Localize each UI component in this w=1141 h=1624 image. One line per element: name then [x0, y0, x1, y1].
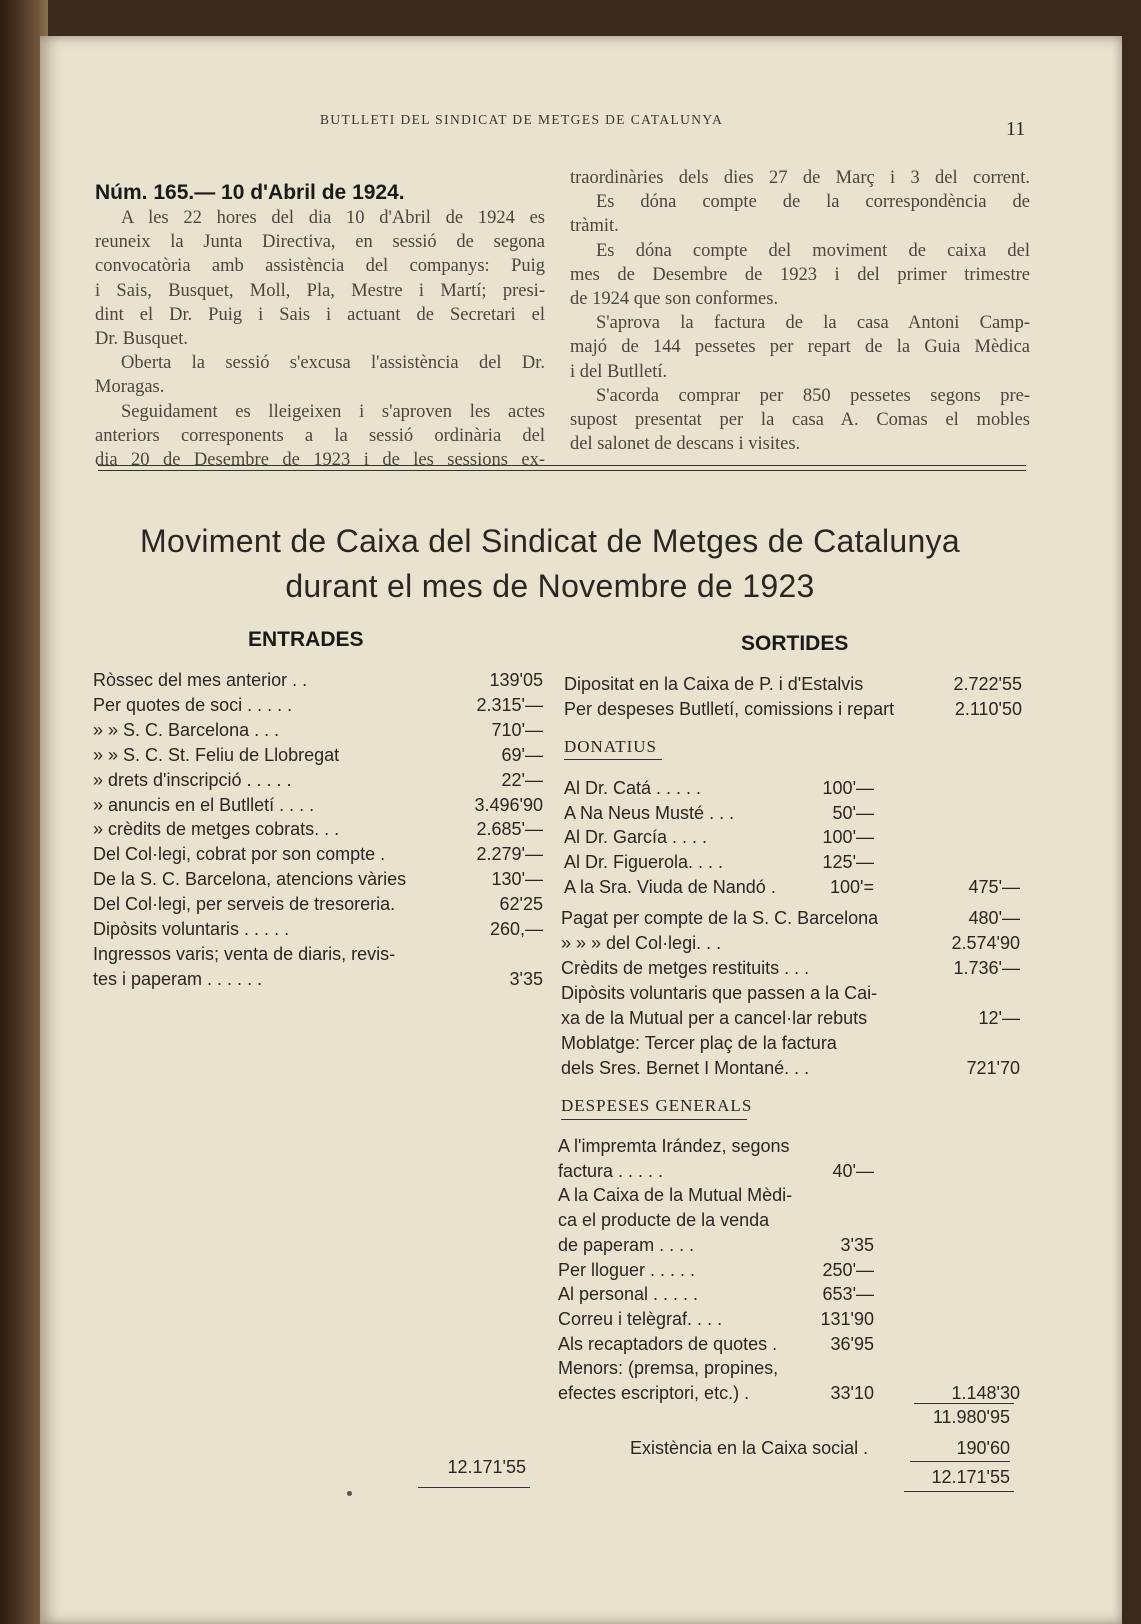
table-row [564, 674, 1024, 699]
entrades-total: 12.171'55 [447, 1457, 526, 1477]
row-label: de paperam . . . . [558, 1234, 695, 1255]
row-total: 1.736'— [953, 958, 1020, 978]
text-line: dia 20 de Desembre de 1923 i de les sessions ex- [95, 450, 545, 471]
row-label: Al Dr. Catá . . . . . [564, 778, 702, 798]
row-label: Correu i telègraf. . . . [558, 1308, 723, 1329]
table-row [561, 983, 1024, 1008]
row-label: Dipositat en la Caixa de P. i d'Estalvis [564, 674, 864, 694]
table-row [558, 1260, 1024, 1285]
text-line: majó de 144 pessetes per repart de la Guia Mèdica [570, 337, 1030, 358]
row-total: 12'— [978, 1008, 1020, 1028]
row-label: Del Col·legi, cobrat por son compte . [93, 844, 386, 865]
text-line: A les 22 hores del dia 10 d'Abril de 1924 es [121, 208, 545, 228]
row-amount: 3'35 [840, 1234, 874, 1255]
text-line: de 1924 que son conformes. [570, 289, 779, 310]
table-row [93, 869, 543, 894]
ink-dot [347, 1491, 352, 1496]
row-total: 480'— [968, 908, 1020, 928]
text-line: anteriors corresponents a la sessió ordinària del [95, 425, 545, 446]
row-amount: 3'35 [509, 968, 543, 989]
existencia-rule [910, 1461, 1010, 1462]
row-label: Moblatge: Tercer plaç de la factura [561, 1033, 837, 1053]
row-label: Dipòsits voluntaris que passen a la Cai- [561, 983, 878, 1003]
row-total: 1.148'30 [951, 1383, 1020, 1403]
row-amount: 33'10 [830, 1383, 874, 1403]
table-row [564, 877, 1024, 902]
row-label: Per quotes de soci . . . . . [93, 694, 293, 715]
row-amount: 139'05 [489, 670, 543, 690]
double-rule-bottom [98, 470, 1026, 471]
row-label: dels Sres. Bernet I Montané. . . [561, 1058, 810, 1078]
row-label: » drets d'inscripció . . . . . [93, 769, 292, 790]
row-label: Crèdits de metges restituits . . . [561, 958, 810, 978]
table-row [558, 1284, 1024, 1309]
sortides-total-rule [904, 1491, 1014, 1492]
row-amount: 710'— [491, 719, 543, 740]
row-label: Al personal . . . . . [558, 1284, 699, 1305]
table-row [93, 795, 543, 820]
table-row [93, 695, 543, 720]
text-line: Seguidament es lleigeixen i s'aproven les actes [121, 401, 545, 422]
subtotal-amount: 11.980'95 [932, 1407, 1010, 1427]
table-row [561, 1033, 1024, 1058]
row-amount: 36'95 [830, 1333, 874, 1354]
row-amount: 131'90 [820, 1308, 874, 1329]
row-total: 2.722'55 [953, 674, 1022, 694]
meeting-minutes-left [95, 180, 545, 472]
row-amount: 62'25 [499, 894, 543, 915]
row-label: Pagat per compte de la S. C. Barcelona [561, 908, 879, 928]
text-line: tràmit. [570, 216, 619, 237]
report-title-line2: durant el mes de Novembre de 1923 [285, 568, 815, 604]
row-label: A la Sra. Viuda de Nandó . [564, 876, 776, 897]
text-line: i del Butlletí. [570, 361, 668, 382]
sortides-heading: SORTIDES [741, 632, 849, 655]
row-label: » » » del Col·legi. . . [561, 933, 722, 953]
row-amount: 100'— [822, 778, 874, 798]
table-row [93, 819, 543, 844]
table-row [564, 803, 1024, 828]
table-row [93, 894, 543, 919]
row-amount: 260,— [489, 919, 543, 939]
row-label: Del Col·legi, per serveis de tresoreria. [93, 894, 396, 915]
row-label: » crèdits de metges cobrats. . . [93, 819, 340, 840]
row-label: A l'impremta Irández, segons [558, 1136, 790, 1156]
table-row [561, 1058, 1024, 1083]
row-label: De la S. C. Barcelona, atencions vàries [93, 869, 407, 890]
row-label: A la Caixa de la Mutual Mèdi- [558, 1185, 793, 1206]
table-row [93, 919, 543, 944]
donatius-underline [564, 759, 662, 760]
row-amount: 2.279'— [476, 844, 543, 865]
row-label: Als recaptadors de quotes . [558, 1333, 778, 1354]
table-row [93, 745, 543, 770]
existencia-amount: 190'60 [956, 1438, 1010, 1458]
row-label: Al Dr. Figuerola. . . . [564, 852, 724, 873]
row-amount: 50'— [832, 802, 874, 823]
table-row [558, 1136, 1024, 1161]
table-row [93, 844, 543, 869]
entrades-heading: ENTRADES [248, 628, 364, 651]
row-label: Al Dr. García . . . . [564, 827, 708, 848]
table-row [93, 944, 543, 969]
despeses-underline [561, 1119, 747, 1120]
text-line: Oberta la sessió s'excusa l'assistència del Dr. [121, 353, 545, 374]
table-row [564, 852, 1024, 877]
entrades-total-rule [418, 1487, 530, 1488]
table-row [93, 670, 543, 695]
row-label: Ingressos varis; venta de diaris, revis- [93, 943, 396, 964]
row-label: » » S. C. St. Feliu de Llobregat [93, 744, 340, 765]
table-row [558, 1309, 1024, 1334]
text-line: mes de Desembre de 1923 i del primer trimestre [570, 264, 1030, 285]
table-row [561, 908, 1024, 933]
despeses-heading: DESPESES GENERALS [561, 1096, 753, 1115]
text-line: del salonet de descans i visites. [570, 434, 801, 455]
text-line: i Sais, Busquet, Moll, Pla, Mestre i Martí; presi- [95, 280, 545, 301]
row-label: Dipòsits voluntaris . . . . . [93, 919, 290, 939]
text-line: supost presentat per la casa A. Comas el mobles [570, 410, 1030, 431]
row-amount: 2.685'— [476, 819, 543, 840]
row-amount: 130'— [491, 869, 543, 890]
report-title-line1: Moviment de Caixa del Sindicat de Metges de Catalunya [140, 523, 960, 559]
subtotal-rule [914, 1403, 1014, 1404]
row-total: 475'— [968, 876, 1020, 897]
row-label: Per lloguer . . . . . [558, 1259, 696, 1280]
text-line: traordinàries dels dies 27 de Març i 3 del corrent. [570, 168, 1030, 188]
text-line: S'acorda comprar per 850 pessetes segons pre- [596, 385, 1030, 406]
row-label: tes i paperam . . . . . . [93, 968, 263, 989]
text-line: dint el Dr. Puig i Sais i actuant de Secretari el [95, 304, 545, 325]
table-row [561, 933, 1024, 958]
double-rule-top [98, 465, 1026, 466]
row-label: Menors: (premsa, propines, [558, 1358, 779, 1379]
text-line: Es dóna compte del moviment de caixa del [596, 240, 1030, 261]
row-amount: 125'— [822, 852, 874, 873]
row-label: factura . . . . . [558, 1160, 664, 1181]
text-line: Es dóna compte de la correspondència de [596, 192, 1030, 213]
text-line: Dr. Busquet. [95, 329, 189, 350]
sortides-total: 12.171'55 [931, 1467, 1010, 1487]
row-label: Ròssec del mes anterior . . [93, 670, 308, 690]
table-row [93, 969, 543, 994]
row-amount: 3.496'90 [474, 794, 543, 815]
table-row [558, 1334, 1024, 1359]
row-amount: 69'— [501, 744, 543, 765]
meeting-minutes-right [570, 166, 1030, 456]
row-amount: 653'— [822, 1284, 874, 1305]
table-row [561, 1008, 1024, 1033]
row-total: 2.110'50 [954, 698, 1022, 719]
meeting-title: Núm. 165.— 10 d'Abril de 1924. [95, 181, 405, 204]
donatius-heading: DONATIUS [564, 737, 657, 756]
table-row [558, 1185, 1024, 1210]
text-line: convocatòria amb assistència del companys: Puig [95, 256, 545, 277]
row-label: ca el producte de la venda [558, 1210, 770, 1231]
text-line: Moragas. [95, 377, 165, 398]
row-amount: 2.315'— [476, 694, 543, 715]
table-row [564, 699, 1024, 724]
table-row [561, 958, 1024, 983]
row-amount: 250'— [822, 1259, 874, 1280]
running-header: BUTLLETI DEL SINDICAT DE METGES DE CATALUNYA [320, 112, 724, 127]
table-row [558, 1210, 1024, 1235]
row-amount: 22'— [501, 769, 543, 790]
existencia-label: Existència en la Caixa social . [630, 1438, 869, 1458]
page-number: 11 [1006, 118, 1026, 140]
row-amount: 40'— [832, 1160, 874, 1181]
row-label: A Na Neus Musté . . . [564, 802, 735, 823]
table-row [558, 1358, 1024, 1383]
table-row [558, 1235, 1024, 1260]
table-row [93, 770, 543, 795]
row-label: efectes escriptori, etc.) . [558, 1383, 750, 1403]
table-row [564, 778, 1024, 803]
text-line: S'aprova la factura de la casa Antoni Camp- [596, 313, 1030, 334]
row-total: 2.574'90 [951, 933, 1020, 953]
row-label: » anuncis en el Butlletí . . . . [93, 794, 315, 815]
text-line: reuneix la Junta Directiva, en sessió de segona [95, 232, 545, 253]
row-amount: 100'= [830, 876, 874, 897]
row-label: xa de la Mutual per a cancel·lar rebuts [561, 1008, 868, 1028]
row-total: 721'70 [966, 1058, 1020, 1078]
table-row [93, 720, 543, 745]
table-row [558, 1161, 1024, 1186]
row-label: Per despeses Butlletí, comissions i repart [564, 698, 895, 719]
row-amount: 100'— [822, 827, 874, 848]
table-row [564, 827, 1024, 852]
row-label: » » S. C. Barcelona . . . [93, 719, 280, 740]
